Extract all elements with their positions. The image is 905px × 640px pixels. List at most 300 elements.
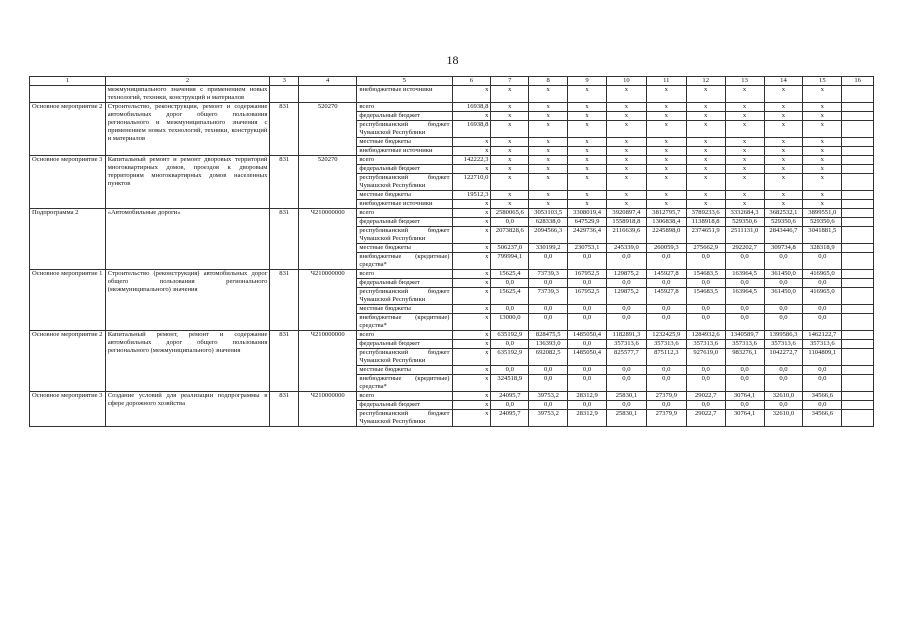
column-number: 12 <box>686 77 725 86</box>
empty-cell <box>842 121 874 138</box>
funding-value: x <box>646 121 686 138</box>
funding-value: 875112,3 <box>646 349 686 366</box>
funding-value: 3812795,7 <box>646 209 686 218</box>
funding-value: 1485050,4 <box>568 331 607 340</box>
funding-value: 0,0 <box>529 253 568 270</box>
funding-value: 0,0 <box>725 305 764 314</box>
funding-value: x <box>725 174 764 191</box>
funding-value: x <box>568 138 607 147</box>
funding-value: 0,0 <box>491 279 529 288</box>
funding-value: x <box>686 191 725 200</box>
funding-value: 529350,6 <box>764 218 803 227</box>
funding-value: x <box>452 288 491 305</box>
funding-value: 25830,1 <box>606 410 646 427</box>
funding-value: 0,0 <box>529 279 568 288</box>
empty-cell <box>842 349 874 366</box>
funding-source: республиканский бюджет Чувашской Республики <box>357 288 452 305</box>
table-row <box>30 103 874 112</box>
funding-source: местные бюджеты <box>357 244 452 253</box>
funding-value: 828475,5 <box>529 331 568 340</box>
funding-value: x <box>686 165 725 174</box>
funding-value: 0,0 <box>686 279 725 288</box>
funding-value: x <box>568 121 607 138</box>
funding-value: 0,0 <box>646 305 686 314</box>
funding-value: x <box>452 314 491 331</box>
funding-source: всего <box>357 331 452 340</box>
grbs-code: 831 <box>270 103 299 156</box>
funding-value: x <box>452 244 491 253</box>
funding-value: x <box>529 156 568 165</box>
funding-value: 1138918,8 <box>686 218 725 227</box>
funding-value: 692082,5 <box>529 349 568 366</box>
funding-value: x <box>568 200 607 209</box>
empty-cell <box>842 138 874 147</box>
funding-value: 1340589,7 <box>725 331 764 340</box>
column-number: 13 <box>725 77 764 86</box>
funding-value: 2843446,7 <box>764 227 803 244</box>
funding-value: x <box>764 112 803 121</box>
funding-value: 25830,1 <box>606 392 646 401</box>
funding-value: 0,0 <box>725 366 764 375</box>
funding-source: республиканский бюджет Чувашской Республики <box>357 121 452 138</box>
funding-source: республиканский бюджет Чувашской Республики <box>357 174 452 191</box>
funding-value: x <box>452 112 491 121</box>
funding-value: 0,0 <box>725 279 764 288</box>
funding-value: x <box>803 200 842 209</box>
funding-source: внебюджетные (кредитные) средства* <box>357 314 452 331</box>
target-article-code <box>299 86 357 103</box>
funding-value: x <box>803 165 842 174</box>
funding-value: 0,0 <box>764 401 803 410</box>
grbs-code: 831 <box>270 331 299 392</box>
funding-value: 15625,4 <box>491 288 529 305</box>
funding-value: 647529,9 <box>568 218 607 227</box>
measure-description: «Автомобильные дороги» <box>105 209 270 270</box>
funding-value: 0,0 <box>646 253 686 270</box>
funding-value: 0,0 <box>764 375 803 392</box>
funding-source: федеральный бюджет <box>357 218 452 227</box>
funding-value: x <box>491 138 529 147</box>
funding-source: федеральный бюджет <box>357 279 452 288</box>
funding-value: x <box>606 121 646 138</box>
funding-value: 24095,7 <box>491 392 529 401</box>
measure-name: Основное мероприятие 1 <box>30 270 106 331</box>
funding-value: 30764,1 <box>725 392 764 401</box>
funding-value: 16938,8 <box>452 121 491 138</box>
funding-value: x <box>568 86 607 103</box>
funding-value: x <box>646 191 686 200</box>
funding-value: 3332684,3 <box>725 209 764 218</box>
funding-source: республиканский бюджет Чувашской Республики <box>357 349 452 366</box>
funding-value: 39753,2 <box>529 410 568 427</box>
funding-value: 635192,9 <box>491 331 529 340</box>
funding-value: 0,0 <box>568 253 607 270</box>
funding-value: 0,0 <box>686 366 725 375</box>
funding-value: 154683,5 <box>686 270 725 279</box>
funding-value: x <box>568 112 607 121</box>
funding-value: x <box>606 112 646 121</box>
funding-value: x <box>606 103 646 112</box>
grbs-code: 831 <box>270 156 299 209</box>
funding-value: 260059,3 <box>646 244 686 253</box>
funding-value: 32610,0 <box>764 410 803 427</box>
funding-source: всего <box>357 156 452 165</box>
empty-cell <box>842 86 874 103</box>
funding-value: x <box>568 165 607 174</box>
column-number: 16 <box>842 77 874 86</box>
funding-value: 0,0 <box>568 401 607 410</box>
funding-value: x <box>491 191 529 200</box>
funding-value: 0,0 <box>491 305 529 314</box>
funding-value: x <box>452 401 491 410</box>
funding-value: 275662,9 <box>686 244 725 253</box>
funding-value: x <box>725 147 764 156</box>
funding-value: 0,0 <box>646 314 686 331</box>
funding-value: 0,0 <box>529 305 568 314</box>
table-row <box>30 331 874 340</box>
funding-value: x <box>452 200 491 209</box>
empty-cell <box>842 174 874 191</box>
measure-name: Основное мероприятие 3 <box>30 392 106 427</box>
funding-value: 1182891,3 <box>606 331 646 340</box>
empty-cell <box>842 156 874 165</box>
measure-description: Строительство, реконструкция, ремонт и содержание автомобильных дорог общего пользования регионального и межмуниципального значения с применением новых технологий, техники, конструкций и материалов <box>105 103 270 156</box>
funding-value: 2429736,4 <box>568 227 607 244</box>
funding-value: 0,0 <box>568 305 607 314</box>
funding-value: 28312,9 <box>568 410 607 427</box>
funding-value: 73739,3 <box>529 270 568 279</box>
funding-value: 0,0 <box>568 375 607 392</box>
funding-value: x <box>452 410 491 427</box>
funding-value: x <box>491 86 529 103</box>
funding-value: x <box>568 147 607 156</box>
funding-value: 3053103,5 <box>529 209 568 218</box>
funding-source: республиканский бюджет Чувашской Республики <box>357 227 452 244</box>
funding-value: x <box>764 165 803 174</box>
funding-value: x <box>529 191 568 200</box>
funding-value: 29022,7 <box>686 392 725 401</box>
funding-value: 635192,9 <box>491 349 529 366</box>
funding-value: 32610,0 <box>764 392 803 401</box>
funding-value: 0,0 <box>568 340 607 349</box>
funding-value: 0,0 <box>646 401 686 410</box>
empty-cell <box>842 279 874 288</box>
empty-cell <box>842 227 874 244</box>
measure-name: Подпрограмма 2 <box>30 209 106 270</box>
funding-value: 799994,1 <box>491 253 529 270</box>
funding-value: x <box>529 121 568 138</box>
funding-value: 34566,6 <box>803 410 842 427</box>
funding-value: x <box>452 209 491 218</box>
empty-cell <box>842 366 874 375</box>
funding-value: x <box>764 174 803 191</box>
funding-value: 983276,1 <box>725 349 764 366</box>
funding-value: 0,0 <box>606 253 646 270</box>
funding-value: 2374651,9 <box>686 227 725 244</box>
target-article-code: Ч210000000 <box>299 392 357 427</box>
funding-value: x <box>646 147 686 156</box>
funding-value: x <box>764 103 803 112</box>
funding-source: всего <box>357 209 452 218</box>
funding-value: x <box>452 392 491 401</box>
funding-value: 0,0 <box>606 305 646 314</box>
funding-value: x <box>452 253 491 270</box>
funding-value: x <box>686 103 725 112</box>
funding-value: 529350,6 <box>725 218 764 227</box>
funding-value: 357313,6 <box>606 340 646 349</box>
funding-value: 19512,3 <box>452 191 491 200</box>
empty-cell <box>842 375 874 392</box>
funding-value: 2580065,6 <box>491 209 529 218</box>
funding-value: x <box>452 270 491 279</box>
funding-source: всего <box>357 103 452 112</box>
funding-value: x <box>491 200 529 209</box>
funding-value: 1399586,3 <box>764 331 803 340</box>
funding-value: 357313,6 <box>725 340 764 349</box>
funding-value: x <box>646 165 686 174</box>
funding-value: 361450,0 <box>764 270 803 279</box>
funding-value: 0,0 <box>803 305 842 314</box>
column-number: 7 <box>491 77 529 86</box>
funding-value: x <box>725 156 764 165</box>
funding-source: федеральный бюджет <box>357 165 452 174</box>
funding-value: x <box>606 200 646 209</box>
grbs-code: 831 <box>270 209 299 270</box>
funding-source: всего <box>357 392 452 401</box>
empty-cell <box>842 314 874 331</box>
funding-value: x <box>686 112 725 121</box>
measure-name: Основное мероприятие 3 <box>30 156 106 209</box>
empty-cell <box>842 103 874 112</box>
funding-value: x <box>568 191 607 200</box>
funding-value: x <box>568 103 607 112</box>
table-row <box>30 156 874 165</box>
funding-value: 2094566,3 <box>529 227 568 244</box>
funding-value: 3920897,4 <box>606 209 646 218</box>
funding-value: x <box>725 165 764 174</box>
funding-value: 0,0 <box>686 375 725 392</box>
funding-value: x <box>491 174 529 191</box>
funding-value: 0,0 <box>803 279 842 288</box>
funding-value: x <box>646 112 686 121</box>
funding-value: x <box>452 165 491 174</box>
funding-value: 357313,6 <box>686 340 725 349</box>
measure-name: Основное мероприятие 2 <box>30 103 106 156</box>
funding-value: x <box>764 86 803 103</box>
funding-value: 416965,0 <box>803 270 842 279</box>
funding-value: 1485050,4 <box>568 349 607 366</box>
funding-value: x <box>606 86 646 103</box>
funding-value: 3899551,0 <box>803 209 842 218</box>
funding-source: местные бюджеты <box>357 191 452 200</box>
measure-description: Строительство (реконструкция) автомобильных дорог общего пользования регионального (межмуниципального) значения <box>105 270 270 331</box>
funding-value: x <box>452 366 491 375</box>
funding-value: 27379,9 <box>646 410 686 427</box>
funding-value: 0,0 <box>568 366 607 375</box>
funding-value: 145927,8 <box>646 288 686 305</box>
funding-value: x <box>452 138 491 147</box>
funding-value: x <box>725 121 764 138</box>
funding-value: 529350,6 <box>803 218 842 227</box>
funding-value: 0,0 <box>764 279 803 288</box>
funding-value: x <box>529 147 568 156</box>
funding-value: 24095,7 <box>491 410 529 427</box>
page-number: 18 <box>446 53 459 67</box>
funding-source: федеральный бюджет <box>357 340 452 349</box>
funding-value: 0,0 <box>686 253 725 270</box>
funding-value: 13000,0 <box>491 314 529 331</box>
funding-source: внебюджетные источники <box>357 86 452 103</box>
funding-value: 0,0 <box>725 314 764 331</box>
funding-value: x <box>452 279 491 288</box>
funding-value: x <box>606 147 646 156</box>
funding-source: местные бюджеты <box>357 305 452 314</box>
funding-value: 0,0 <box>606 401 646 410</box>
funding-value: 163964,5 <box>725 270 764 279</box>
empty-cell <box>842 340 874 349</box>
funding-value: 0,0 <box>646 366 686 375</box>
funding-value: 1306838,4 <box>646 218 686 227</box>
funding-value: 2116639,6 <box>606 227 646 244</box>
column-number: 2 <box>105 77 270 86</box>
funding-value: 0,0 <box>764 314 803 331</box>
funding-value: x <box>686 138 725 147</box>
table-row <box>30 86 874 103</box>
funding-value: 154683,5 <box>686 288 725 305</box>
funding-source: всего <box>357 270 452 279</box>
budget-table <box>29 76 874 427</box>
grbs-code <box>270 86 299 103</box>
funding-value: 1042272,7 <box>764 349 803 366</box>
funding-value: 506237,0 <box>491 244 529 253</box>
funding-value: x <box>803 156 842 165</box>
funding-value: x <box>803 103 842 112</box>
funding-value: 29022,7 <box>686 410 725 427</box>
funding-source: федеральный бюджет <box>357 112 452 121</box>
funding-value: 163964,5 <box>725 288 764 305</box>
funding-value: 30764,1 <box>725 410 764 427</box>
funding-value: 309734,8 <box>764 244 803 253</box>
empty-cell <box>842 244 874 253</box>
empty-cell <box>842 165 874 174</box>
funding-value: x <box>491 112 529 121</box>
funding-value: x <box>803 112 842 121</box>
funding-value: 628338,0 <box>529 218 568 227</box>
empty-cell <box>842 147 874 156</box>
funding-value: 0,0 <box>803 253 842 270</box>
target-article-code: 520270 <box>299 156 357 209</box>
funding-value: 0,0 <box>606 366 646 375</box>
funding-value: 0,0 <box>803 314 842 331</box>
funding-value: 0,0 <box>529 314 568 331</box>
funding-value: x <box>606 165 646 174</box>
column-number: 3 <box>270 77 299 86</box>
funding-value: x <box>452 349 491 366</box>
funding-value: 0,0 <box>803 375 842 392</box>
measure-name <box>30 86 106 103</box>
table-body <box>30 77 874 427</box>
target-article-code: Ч210000000 <box>299 209 357 270</box>
funding-value: 292202,7 <box>725 244 764 253</box>
empty-cell <box>842 253 874 270</box>
column-number: 10 <box>606 77 646 86</box>
funding-value: x <box>452 218 491 227</box>
funding-value: x <box>452 147 491 156</box>
funding-value: 357313,6 <box>803 340 842 349</box>
funding-value: 136393,0 <box>529 340 568 349</box>
funding-value: x <box>529 86 568 103</box>
funding-value: 0,0 <box>764 305 803 314</box>
funding-value: 39753,2 <box>529 392 568 401</box>
funding-value: 0,0 <box>529 366 568 375</box>
measure-description: межмуниципального значения с применением новых технологий, техники, конструкций и материалов <box>105 86 270 103</box>
funding-value: 167952,5 <box>568 270 607 279</box>
funding-value: x <box>646 138 686 147</box>
funding-value: 27379,9 <box>646 392 686 401</box>
target-article-code: Ч210000000 <box>299 270 357 331</box>
funding-value: x <box>452 340 491 349</box>
empty-cell <box>842 401 874 410</box>
table-row <box>30 209 874 218</box>
funding-value: x <box>491 165 529 174</box>
funding-value: x <box>491 156 529 165</box>
funding-value: x <box>803 147 842 156</box>
funding-value: 1558918,8 <box>606 218 646 227</box>
funding-value: x <box>491 103 529 112</box>
measure-description: Создание условий для реализации подпрограммы в сфере дорожного хозяйства <box>105 392 270 427</box>
table-row <box>30 270 874 279</box>
funding-source: местные бюджеты <box>357 366 452 375</box>
funding-value: x <box>568 174 607 191</box>
funding-value: 357313,6 <box>646 340 686 349</box>
funding-value: 145927,8 <box>646 270 686 279</box>
funding-value: 15625,4 <box>491 270 529 279</box>
column-number: 5 <box>357 77 452 86</box>
funding-value: 0,0 <box>646 375 686 392</box>
grbs-code: 831 <box>270 270 299 331</box>
funding-value: x <box>452 305 491 314</box>
funding-value: x <box>606 138 646 147</box>
funding-value: x <box>606 191 646 200</box>
funding-value: 0,0 <box>606 279 646 288</box>
funding-value: x <box>686 156 725 165</box>
funding-value: 129875,2 <box>606 270 646 279</box>
funding-value: 1232425,9 <box>646 331 686 340</box>
funding-value: x <box>803 191 842 200</box>
funding-value: x <box>491 147 529 156</box>
funding-value: 1104809,1 <box>803 349 842 366</box>
funding-value: x <box>686 174 725 191</box>
funding-value: 0,0 <box>725 401 764 410</box>
funding-value: x <box>686 121 725 138</box>
funding-value: x <box>606 156 646 165</box>
funding-value: x <box>725 138 764 147</box>
funding-value: x <box>529 138 568 147</box>
funding-value: 0,0 <box>725 253 764 270</box>
funding-value: 361450,0 <box>764 288 803 305</box>
funding-value: 0,0 <box>764 366 803 375</box>
funding-value: x <box>764 191 803 200</box>
funding-source: внебюджетные источники <box>357 200 452 209</box>
empty-cell <box>842 191 874 200</box>
funding-value: x <box>529 165 568 174</box>
funding-value: x <box>529 103 568 112</box>
funding-value: 73739,3 <box>529 288 568 305</box>
funding-value: 230753,1 <box>568 244 607 253</box>
funding-value: 0,0 <box>568 314 607 331</box>
funding-value: x <box>529 112 568 121</box>
funding-value: x <box>568 156 607 165</box>
